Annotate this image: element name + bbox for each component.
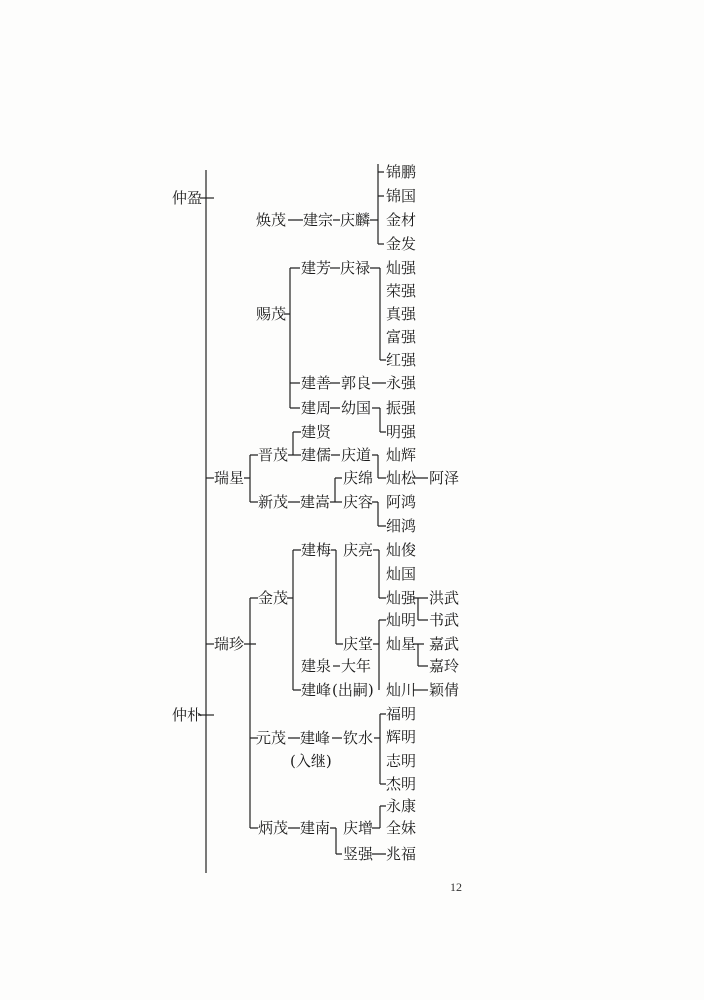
name-fuqiang: 富强 <box>386 328 417 346</box>
name-canqiang2: 灿强 <box>386 589 417 607</box>
name-ruizhen: 瑞珍 <box>214 635 245 653</box>
name-ruixing: 瑞星 <box>214 469 245 487</box>
name-canhui: 灿辉 <box>386 446 417 464</box>
name-zhongying: 仲盈 <box>172 189 203 207</box>
name-jianfeng2: 建峰 <box>300 729 331 747</box>
name-rongqiang: 荣强 <box>386 282 417 300</box>
name-qinshui: 钦水 <box>343 729 374 747</box>
name-jianru: 建儒 <box>301 446 332 464</box>
name-qingtang: 庆堂 <box>343 635 374 653</box>
name-jincai: 金材 <box>386 211 417 229</box>
name-jianshan: 建善 <box>301 374 332 392</box>
name-zhenqiang-b: 振强 <box>386 399 417 417</box>
name-huanmao: 焕茂 <box>256 211 287 229</box>
name-jianzhou: 建周 <box>301 399 332 417</box>
name-yongqiang: 永强 <box>386 374 417 392</box>
name-cansong: 灿松 <box>386 469 417 487</box>
name-jiannan: 建南 <box>300 819 331 837</box>
name-zhaofu: 兆福 <box>386 845 417 863</box>
name-qingrong: 庆容 <box>343 493 374 511</box>
connector-ruizhen-children <box>244 598 258 828</box>
connector-jinmao <box>288 432 301 455</box>
name-jieming: 杰明 <box>386 775 417 793</box>
name-yingqian: 颖倩 <box>429 681 460 699</box>
name-qinglu: 庆禄 <box>340 259 371 277</box>
name-aze: 阿泽 <box>429 469 460 487</box>
connector-jinmao2 <box>287 550 301 690</box>
name-huiming: 辉明 <box>386 728 417 746</box>
name-qingliang: 庆亮 <box>343 541 374 559</box>
name-ruji: (入继) <box>290 752 332 770</box>
name-canguo: 灿国 <box>386 565 417 583</box>
name-jinfa: 金发 <box>386 235 417 253</box>
name-cimao: 赐茂 <box>256 305 287 323</box>
name-jiawu: 嘉武 <box>429 635 460 653</box>
name-jianzong: 建宗 <box>303 211 334 229</box>
connector-qingliang <box>373 550 386 598</box>
name-qingzeng: 庆增 <box>343 819 374 837</box>
name-jianfang: 建芳 <box>301 259 332 277</box>
name-guoliang: 郭良 <box>341 374 372 392</box>
connector-qingrong <box>372 502 386 526</box>
name-qingmian: 庆绵 <box>343 469 374 487</box>
name-yuanmao: 元茂 <box>256 729 287 747</box>
connector-qinglu-children <box>370 268 386 360</box>
name-canchuan: 灿川 <box>386 681 417 699</box>
name-fuming: 福明 <box>386 705 417 723</box>
name-jianxian: 建贤 <box>301 423 332 441</box>
name-jianfeng: 建峰 <box>301 681 332 699</box>
connector-jianmei <box>331 550 343 644</box>
connector-cimao <box>284 268 300 408</box>
name-jinmao2: 金茂 <box>258 589 289 607</box>
name-quanmei: 全妹 <box>386 819 417 837</box>
connector-qingzeng <box>372 806 386 854</box>
name-chusi: (出嗣) <box>332 681 374 699</box>
tree-names <box>172 163 459 863</box>
name-zhongpu: 仲朴 <box>172 706 203 724</box>
name-canjun: 灿俊 <box>386 541 417 559</box>
name-qingdao: 庆道 <box>341 446 372 464</box>
page-number: 12 <box>450 880 462 894</box>
name-jianquan: 建泉 <box>301 657 332 675</box>
name-jinpeng: 锦鹏 <box>386 163 417 181</box>
name-jiansong: 建嵩 <box>300 493 331 511</box>
name-xinmao: 新茂 <box>258 493 289 511</box>
name-hongwu: 洪武 <box>429 589 460 607</box>
name-canming: 灿明 <box>386 611 417 629</box>
name-jianqiang: 竖强 <box>343 845 374 863</box>
name-jialing: 嘉玲 <box>429 657 460 675</box>
name-jinmao: 晋茂 <box>258 446 289 464</box>
name-yongkang: 永康 <box>386 797 417 815</box>
name-ahong: 阿鸿 <box>386 493 417 511</box>
name-zhiming: 志明 <box>386 752 417 770</box>
connector-yuanmao <box>288 714 386 784</box>
connector-qingtang <box>373 620 386 690</box>
name-qinglin: 庆麟 <box>340 211 371 229</box>
name-bingmao: 炳茂 <box>258 819 289 837</box>
name-mingqiang: 明强 <box>386 423 417 441</box>
name-danian: 大年 <box>341 657 372 675</box>
name-zhenqiang-a: 真强 <box>386 305 417 323</box>
connector-qinglin-children <box>378 164 384 244</box>
name-jianmei: 建梅 <box>301 541 332 559</box>
name-canxing: 灿星 <box>386 635 417 653</box>
name-xihong: 细鸿 <box>386 517 417 535</box>
name-youguo: 幼国 <box>341 399 372 417</box>
name-jinguo: 锦国 <box>386 187 417 205</box>
name-canqiang1: 灿强 <box>386 259 417 277</box>
name-shuwu: 书武 <box>429 611 460 629</box>
connector-ruixing-children <box>244 455 258 502</box>
name-hongqiang: 红强 <box>386 351 417 369</box>
